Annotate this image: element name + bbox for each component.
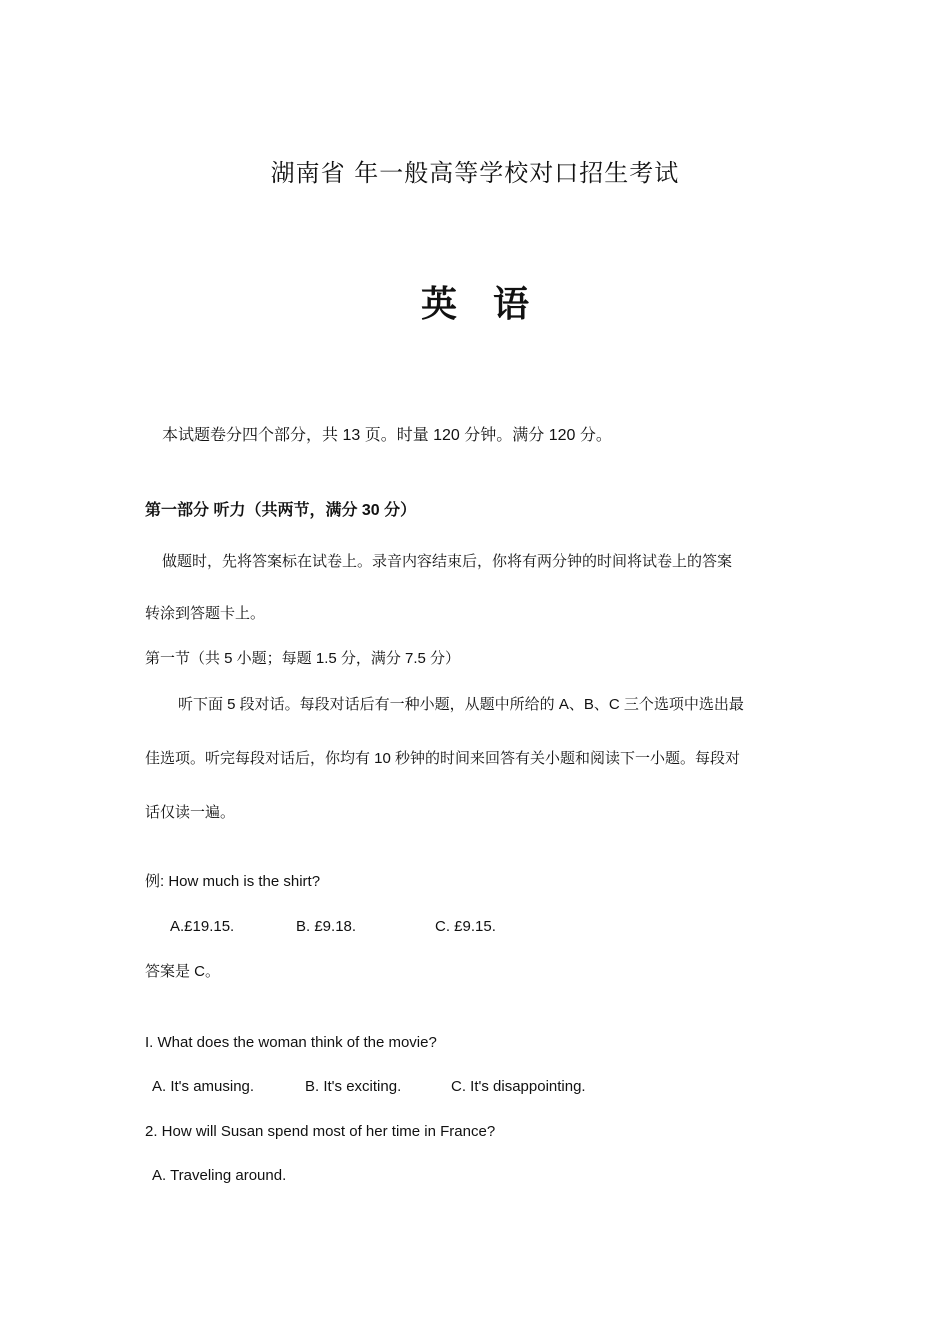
exam-title: 湖南省 年一般高等学校对口招生考试 xyxy=(270,159,680,187)
section1-heading: 第一节（共 5 小题；每题 1.5 分，满分 7.5 分） xyxy=(145,650,461,667)
example-option-a: A.£19.15. xyxy=(170,918,235,935)
example-option-c: C. £9.15. xyxy=(435,918,496,935)
part1-instruction-line2: 转涂到答题卡上。 xyxy=(145,605,266,622)
example-answer: 答案是 C。 xyxy=(145,963,221,980)
question-1-text: I. What does the woman think of the movie? xyxy=(145,1034,437,1051)
question-1-option-c: C. It's disappointing. xyxy=(451,1078,586,1095)
question-1-option-b: B. It's exciting. xyxy=(305,1078,402,1095)
example-question: 例: How much is the shirt? xyxy=(145,873,321,890)
question-1-option-a: A. It's amusing. xyxy=(152,1078,255,1095)
example-option-b: B. £9.18. xyxy=(296,918,357,935)
section1-directions-line2: 佳选项。听完每段对话后，你均有 10 秒钟的时间来回答有关小题和阅读下一小题。每段对 xyxy=(145,750,741,767)
question-2-option-a: A. Traveling around. xyxy=(152,1167,287,1184)
subject-title: 英语 xyxy=(420,283,565,325)
question-2-text: 2. How will Susan spend most of her time in France? xyxy=(145,1123,496,1140)
section1-directions-line1: 听下面 5 段对话。每段对话后有一种小题，从题中所给的 A、B、C 三个选项中选出最 xyxy=(178,696,744,713)
part1-heading: 第一部分 听力（共两节，满分 30 分） xyxy=(145,502,417,519)
part1-instruction-line1: 做题时，先将答案标在试卷上。录音内容结束后，你将有两分钟的时间将试卷上的答案 xyxy=(162,553,733,570)
section1-directions-line3: 话仅读一遍。 xyxy=(145,804,236,821)
intro-text: 本试题卷分四个部分，共 13 页。时量 120 分钟。满分 120 分。 xyxy=(162,427,612,444)
